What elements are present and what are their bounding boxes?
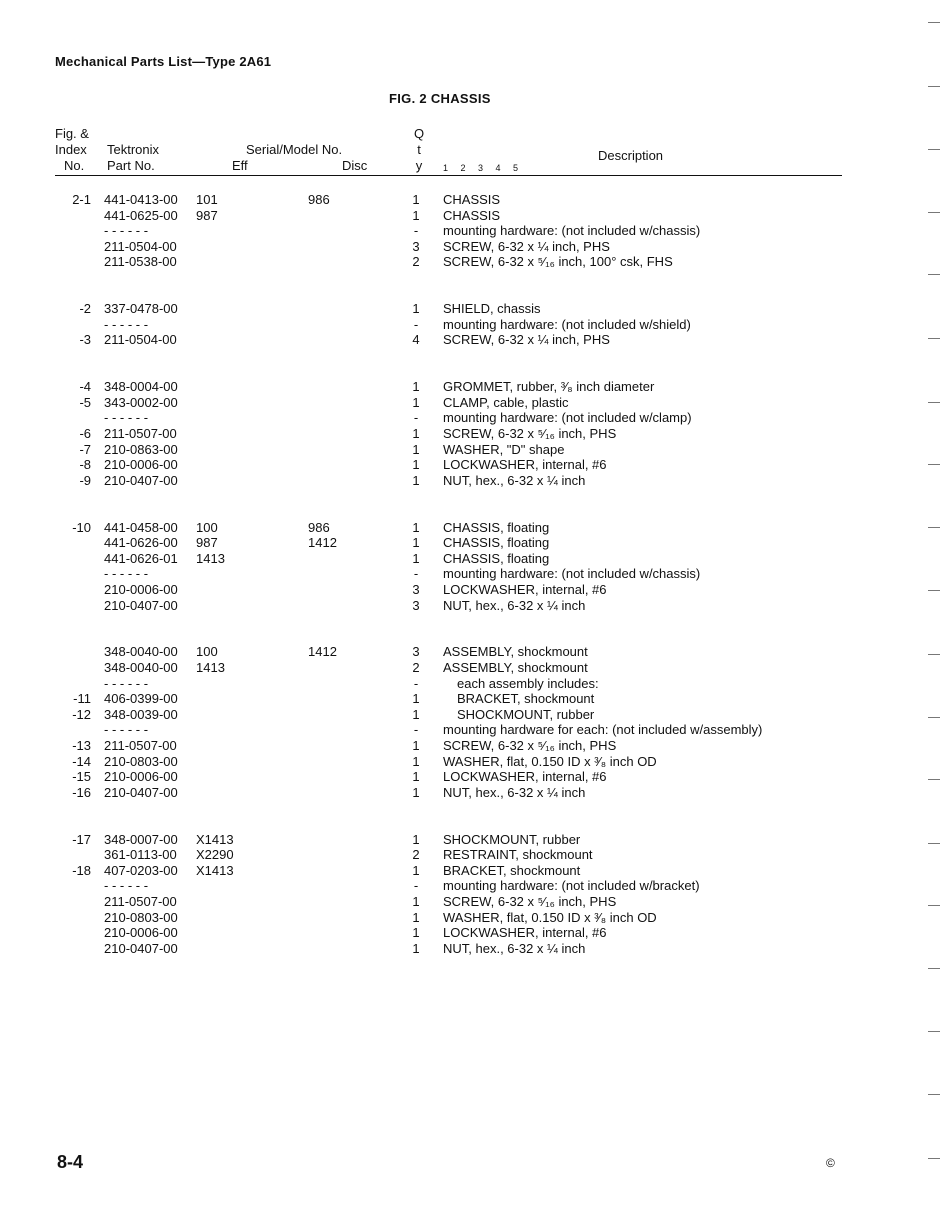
description-cell: mounting hardware: (not included w/chassis) (443, 566, 701, 581)
serial-eff-cell: X1413 (196, 832, 234, 847)
col-fig-index-label-3: No. (64, 158, 85, 173)
part-number-cell: 211-0504-00 (104, 332, 177, 347)
description-cell: mounting hardware: (not included w/bracket) (443, 878, 700, 893)
fig-index-cell: -5 (79, 395, 91, 410)
description-cell: SCREW, 6-32 x ¼ inch, PHS (443, 239, 610, 254)
table-row (0, 722, 950, 738)
quantity-cell: - (413, 676, 419, 691)
margin-mark (928, 905, 940, 906)
table-row (0, 395, 950, 411)
table-row (0, 535, 950, 551)
part-number-cell: - - - - - - (104, 410, 149, 425)
quantity-cell: 1 (412, 832, 420, 847)
part-number-cell: 210-0407-00 (104, 941, 178, 956)
description-cell: RESTRAINT, shockmount (443, 847, 593, 862)
part-number-cell: 211-0507-00 (104, 894, 177, 909)
table-row (0, 473, 950, 489)
table-row (0, 192, 950, 208)
serial-eff-cell: X2290 (196, 847, 234, 862)
description-cell: NUT, hex., 6-32 x ¼ inch (443, 785, 586, 800)
part-number-cell: 211-0504-00 (104, 239, 177, 254)
table-row (0, 551, 950, 567)
description-cell: LOCKWASHER, internal, #6 (443, 457, 607, 472)
table-row (0, 660, 950, 676)
part-number-cell: 210-0407-00 (104, 473, 178, 488)
quantity-cell: 2 (412, 660, 420, 675)
description-cell: NUT, hex., 6-32 x ¼ inch (443, 473, 586, 488)
table-row (0, 910, 950, 926)
table-row (0, 785, 950, 801)
description-cell: SCREW, 6-32 x ⁵⁄₁₆ inch, 100° csk, FHS (443, 254, 673, 269)
part-number-cell: 210-0863-00 (104, 442, 178, 457)
quantity-cell: 2 (412, 847, 420, 862)
margin-mark (928, 338, 940, 339)
margin-mark (928, 717, 940, 718)
table-row (0, 301, 950, 317)
table-row (0, 208, 950, 224)
part-number-cell: 210-0407-00 (104, 785, 178, 800)
quantity-cell: 1 (412, 925, 420, 940)
quantity-cell: - (413, 722, 419, 737)
part-number-cell: 441-0625-00 (104, 208, 178, 223)
description-cell: BRACKET, shockmount (457, 691, 595, 706)
part-number-cell: 348-0040-00 (104, 644, 178, 659)
quantity-cell: - (413, 223, 419, 238)
description-cell: SHIELD, chassis (443, 301, 541, 316)
fig-index-cell: -2 (79, 301, 91, 316)
table-row (0, 676, 950, 692)
fig-index-cell: -11 (73, 691, 91, 706)
description-cell: CHASSIS (443, 192, 501, 207)
quantity-cell: 1 (412, 442, 420, 457)
table-row (0, 863, 950, 879)
margin-mark (928, 654, 940, 655)
part-number-cell: - - - - - - (104, 223, 149, 238)
part-number-cell: 210-0006-00 (104, 457, 178, 472)
margin-mark (928, 464, 940, 465)
table-row (0, 754, 950, 770)
part-number-cell: 211-0538-00 (104, 254, 177, 269)
part-number-cell: 361-0113-00 (104, 847, 177, 862)
quantity-cell: 1 (412, 395, 420, 410)
description-cell: ASSEMBLY, shockmount (443, 660, 588, 675)
fig-index-cell: -18 (72, 863, 91, 878)
table-row (0, 410, 950, 426)
description-cell: GROMMET, rubber, ³⁄₈ inch diameter (443, 379, 655, 394)
margin-mark (928, 779, 940, 780)
description-cell: NUT, hex., 6-32 x ¼ inch (443, 941, 586, 956)
copyright-symbol: © (826, 1156, 835, 1170)
margin-mark (928, 1031, 940, 1032)
serial-disc-cell: 1412 (308, 644, 337, 659)
table-row (0, 832, 950, 848)
quantity-cell: 3 (412, 598, 420, 613)
table-row (0, 598, 950, 614)
fig-index-cell: -7 (79, 442, 91, 457)
part-number-cell: 211-0507-00 (104, 738, 177, 753)
serial-eff-cell: 987 (196, 535, 218, 550)
col-part-label-2: Part No. (107, 158, 155, 173)
table-row (0, 442, 950, 458)
quantity-cell: 3 (412, 582, 420, 597)
part-number-cell: 210-0803-00 (104, 910, 178, 925)
table-row (0, 566, 950, 582)
description-cell: LOCKWASHER, internal, #6 (443, 582, 607, 597)
quantity-cell: 1 (412, 738, 420, 753)
table-row (0, 738, 950, 754)
quantity-cell: 3 (412, 644, 420, 659)
quantity-cell: 1 (412, 863, 420, 878)
quantity-cell: 1 (412, 785, 420, 800)
margin-mark (928, 212, 940, 213)
quantity-cell: 1 (412, 691, 420, 706)
description-cell: each assembly includes: (457, 676, 599, 691)
table-row (0, 847, 950, 863)
fig-index-cell: -3 (79, 332, 91, 347)
table-row (0, 379, 950, 395)
margin-mark (928, 22, 940, 23)
margin-mark (928, 968, 940, 969)
part-number-cell: 441-0626-01 (104, 551, 178, 566)
quantity-cell: 1 (412, 941, 420, 956)
col-fig-index-label-1: Fig. & (55, 126, 89, 141)
part-number-cell: 407-0203-00 (104, 863, 178, 878)
description-cell: mounting hardware: (not included w/chassis) (443, 223, 701, 238)
description-cell: CHASSIS, floating (443, 535, 550, 550)
part-number-cell: 348-0040-00 (104, 660, 178, 675)
indent-levels-label: 1 2 3 4 5 (443, 163, 524, 173)
col-qty-label-2: t (417, 142, 421, 157)
quantity-cell: 1 (412, 301, 420, 316)
description-cell: WASHER, flat, 0.150 ID x ³⁄₈ inch OD (443, 910, 657, 925)
serial-eff-cell: 1413 (196, 551, 225, 566)
description-cell: mounting hardware: (not included w/shield) (443, 317, 691, 332)
part-number-cell: - - - - - - (104, 317, 149, 332)
description-cell: LOCKWASHER, internal, #6 (443, 769, 607, 784)
col-qty-label-3: y (415, 158, 423, 173)
quantity-cell: 4 (412, 332, 420, 347)
quantity-cell: 3 (412, 239, 420, 254)
quantity-cell: 1 (412, 473, 420, 488)
quantity-cell: - (413, 566, 419, 581)
quantity-cell: 1 (412, 769, 420, 784)
quantity-cell: 1 (412, 192, 420, 207)
fig-index-cell: -16 (72, 785, 91, 800)
part-number-cell: - - - - - - (104, 878, 149, 893)
description-cell: ASSEMBLY, shockmount (443, 644, 588, 659)
quantity-cell: 1 (412, 426, 420, 441)
description-cell: WASHER, "D" shape (443, 442, 565, 457)
serial-eff-cell: 100 (196, 520, 218, 535)
margin-mark (928, 149, 940, 150)
table-row (0, 769, 950, 785)
part-number-cell: 210-0006-00 (104, 769, 178, 784)
fig-index-cell: -6 (79, 426, 91, 441)
part-number-cell: 348-0039-00 (104, 707, 178, 722)
part-number-cell: - - - - - - (104, 566, 149, 581)
description-cell: SCREW, 6-32 x ⁵⁄₁₆ inch, PHS (443, 738, 617, 753)
description-cell: CHASSIS, floating (443, 520, 550, 535)
col-qty-label-1: Q (413, 126, 425, 141)
table-row (0, 457, 950, 473)
margin-mark (928, 590, 940, 591)
quantity-cell: - (413, 317, 419, 332)
fig-index-cell: -13 (72, 738, 91, 753)
margin-mark (928, 274, 940, 275)
margin-mark (928, 1094, 940, 1095)
quantity-cell: 1 (412, 707, 420, 722)
description-cell: SCREW, 6-32 x ⁵⁄₁₆ inch, PHS (443, 426, 617, 441)
part-number-cell: 337-0478-00 (104, 301, 178, 316)
figure-title: FIG. 2 CHASSIS (389, 91, 491, 106)
quantity-cell: - (413, 878, 419, 893)
part-number-cell: 441-0458-00 (104, 520, 178, 535)
quantity-cell: 1 (412, 910, 420, 925)
table-row (0, 941, 950, 957)
quantity-cell: 1 (412, 535, 420, 550)
serial-disc-cell: 986 (308, 192, 330, 207)
serial-eff-cell: 1413 (196, 660, 225, 675)
table-row (0, 426, 950, 442)
table-row (0, 582, 950, 598)
col-eff-label: Eff (232, 158, 248, 173)
col-fig-index-label-2: Index (55, 142, 87, 157)
part-number-cell: 210-0407-00 (104, 598, 178, 613)
fig-index-cell: -12 (72, 707, 91, 722)
description-cell: WASHER, flat, 0.150 ID x ³⁄₈ inch OD (443, 754, 657, 769)
part-number-cell: - - - - - - (104, 722, 149, 737)
description-cell: CHASSIS (443, 208, 501, 223)
table-row (0, 254, 950, 270)
col-disc-label: Disc (342, 158, 368, 173)
fig-index-cell: -10 (72, 520, 91, 535)
quantity-cell: - (413, 410, 419, 425)
part-number-cell: 210-0006-00 (104, 925, 178, 940)
table-row (0, 317, 950, 333)
quantity-cell: 1 (412, 379, 420, 394)
description-cell: CHASSIS, floating (443, 551, 550, 566)
serial-eff-cell: 987 (196, 208, 218, 223)
margin-mark (928, 86, 940, 87)
table-row (0, 239, 950, 255)
part-number-cell: 441-0413-00 (104, 192, 178, 207)
fig-index-cell: 2-1 (72, 192, 91, 207)
table-row (0, 520, 950, 536)
serial-eff-cell: 100 (196, 644, 218, 659)
part-number-cell: 348-0004-00 (104, 379, 178, 394)
col-part-label-1: Tektronix (107, 142, 160, 157)
description-cell: LOCKWASHER, internal, #6 (443, 925, 607, 940)
serial-disc-cell: 986 (308, 520, 330, 535)
quantity-cell: 1 (412, 754, 420, 769)
quantity-cell: 1 (412, 457, 420, 472)
table-row (0, 707, 950, 723)
margin-mark (928, 527, 940, 528)
table-row (0, 223, 950, 239)
margin-mark (928, 1158, 940, 1159)
fig-index-cell: -9 (79, 473, 91, 488)
part-number-cell: 210-0006-00 (104, 582, 178, 597)
quantity-cell: 1 (412, 551, 420, 566)
quantity-cell: 1 (412, 520, 420, 535)
margin-mark (928, 843, 940, 844)
serial-eff-cell: X1413 (196, 863, 234, 878)
serial-disc-cell: 1412 (308, 535, 337, 550)
description-cell: SCREW, 6-32 x ⁵⁄₁₆ inch, PHS (443, 894, 617, 909)
quantity-cell: 2 (412, 254, 420, 269)
fig-index-cell: -8 (79, 457, 91, 472)
quantity-cell: 1 (412, 208, 420, 223)
part-number-cell: 406-0399-00 (104, 691, 178, 706)
part-number-cell: 343-0002-00 (104, 395, 178, 410)
description-cell: mounting hardware: (not included w/clamp) (443, 410, 692, 425)
description-cell: SHOCKMOUNT, rubber (457, 707, 595, 722)
description-cell: SHOCKMOUNT, rubber (443, 832, 581, 847)
quantity-cell: 1 (412, 894, 420, 909)
table-row (0, 925, 950, 941)
description-cell: mounting hardware for each: (not included w/assembly) (443, 722, 763, 737)
table-row (0, 894, 950, 910)
part-number-cell: 441-0626-00 (104, 535, 178, 550)
page-title: Mechanical Parts List—Type 2A61 (55, 54, 272, 69)
serial-eff-cell: 101 (196, 192, 218, 207)
page-number: 8-4 (57, 1152, 84, 1172)
table-row (0, 332, 950, 348)
description-cell: SCREW, 6-32 x ¼ inch, PHS (443, 332, 610, 347)
part-number-cell: 210-0803-00 (104, 754, 178, 769)
table-row (0, 878, 950, 894)
table-row (0, 644, 950, 660)
fig-index-cell: -15 (72, 769, 91, 784)
col-description-label: Description (598, 148, 664, 163)
part-number-cell: 348-0007-00 (104, 832, 178, 847)
fig-index-cell: -14 (72, 754, 91, 769)
fig-index-cell: -4 (79, 379, 91, 394)
description-cell: CLAMP, cable, plastic (443, 395, 569, 410)
fig-index-cell: -17 (72, 832, 91, 847)
part-number-cell: - - - - - - (104, 676, 149, 691)
col-serial-label: Serial/Model No. (246, 142, 343, 157)
description-cell: NUT, hex., 6-32 x ¼ inch (443, 598, 586, 613)
description-cell: BRACKET, shockmount (443, 863, 581, 878)
part-number-cell: 211-0507-00 (104, 426, 177, 441)
table-row (0, 691, 950, 707)
margin-mark (928, 402, 940, 403)
